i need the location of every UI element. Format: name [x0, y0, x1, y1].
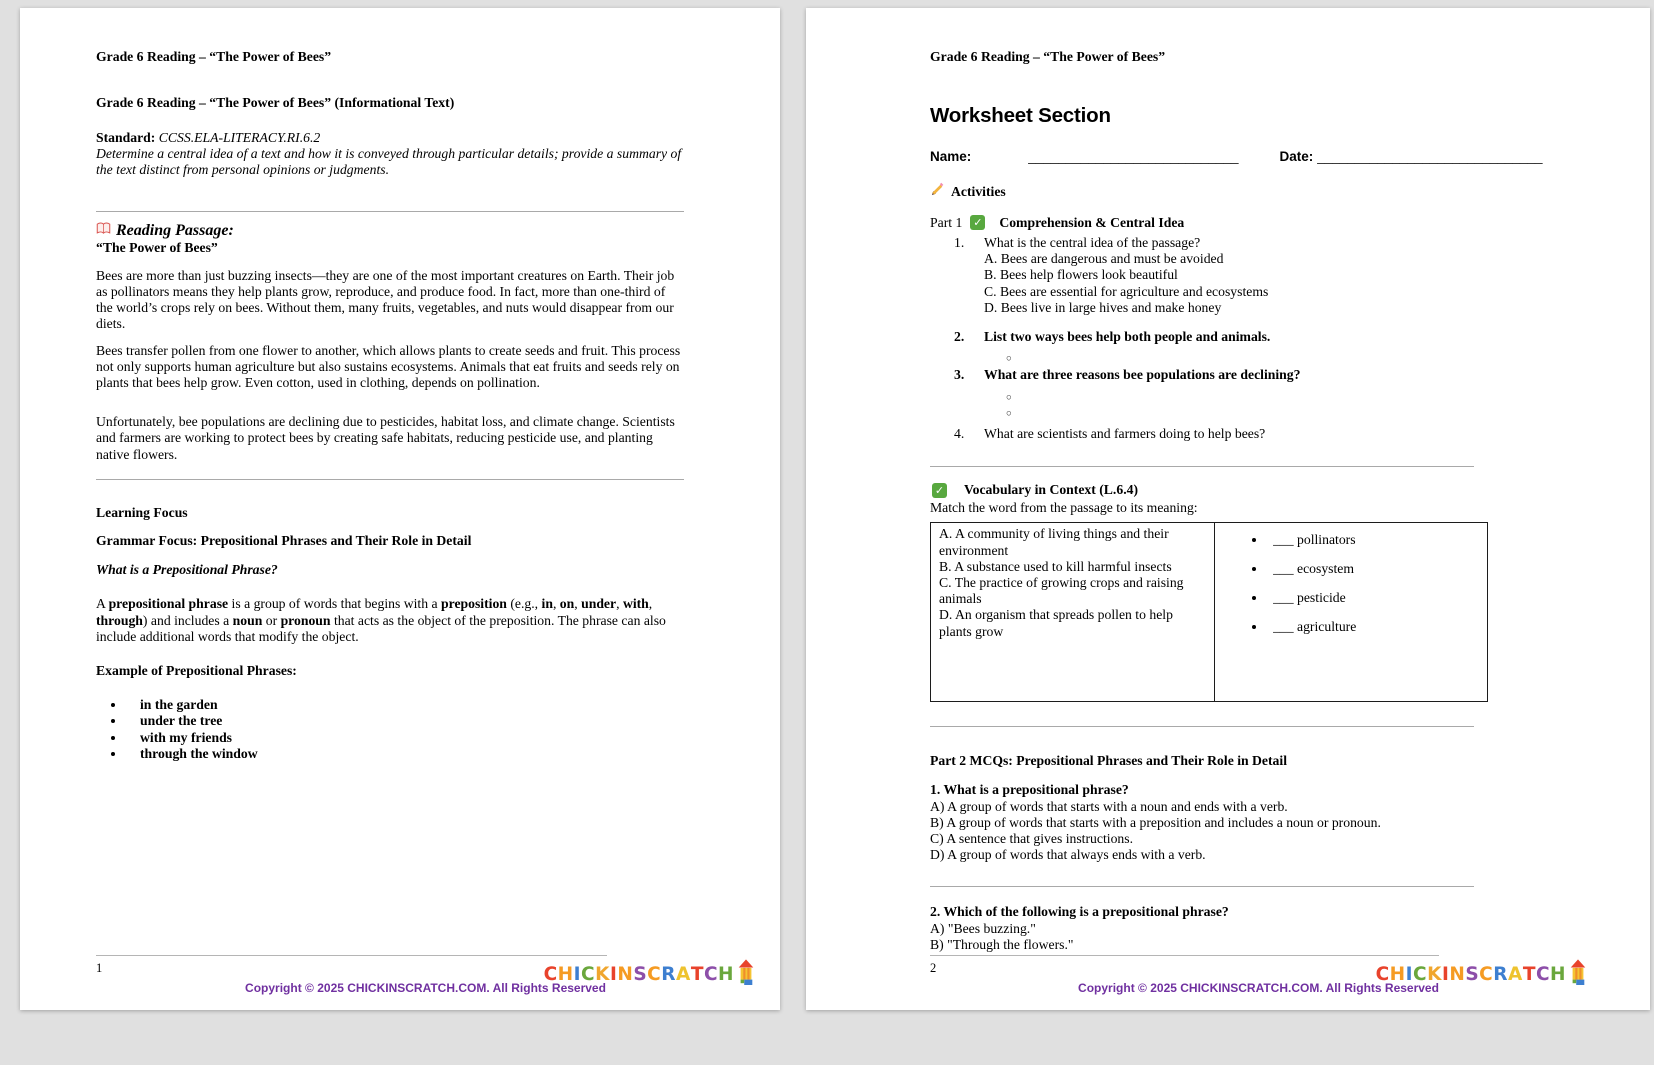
- examples-list: [126, 697, 684, 762]
- answer-blank-bullets: [984, 387, 1570, 419]
- logo-pencil-icon: [737, 958, 755, 985]
- grammar-focus-heading: Grammar Focus: Prepositional Phrases and Their Role in Detail: [96, 533, 472, 549]
- answer-blank: [1006, 387, 1570, 403]
- term-item: • ___ pollinators: [1267, 532, 1479, 548]
- chickinscratch-logo: C H I C K I N S C R A T C H: [544, 958, 755, 985]
- section-divider: [930, 466, 1474, 467]
- check-icon: [970, 215, 985, 230]
- standard-description: Determine a central idea of a text and how it is conveyed through particular details; provide a summary of the text distinct from personal opinions or judgments.: [96, 146, 682, 178]
- section-divider: [96, 211, 684, 212]
- page-1: [20, 8, 780, 1010]
- section-divider: [930, 886, 1474, 887]
- copyright-text: Copyright © 2025 CHICKINSCRATCH.COM. All Rights Reserved: [245, 981, 606, 995]
- page-title: Grade 6 Reading – “The Power of Bees”: [96, 49, 332, 64]
- page-title: Grade 6 Reading – “The Power of Bees”: [930, 49, 1166, 64]
- vocabulary-instruction: Match the word from the passage to its meaning:: [930, 500, 1198, 516]
- document-subtitle: Grade 6 Reading – “The Power of Bees” (Informational Text): [96, 95, 455, 110]
- list-item: • under the tree: [126, 713, 684, 729]
- answer-blank-bullets: [984, 348, 1570, 364]
- date-blank-line: ______________________________: [1317, 149, 1543, 164]
- list-item: • with my friends: [126, 730, 684, 746]
- name-blank-line: ____________________________: [1028, 149, 1239, 164]
- standard-line: [96, 130, 684, 146]
- answer-option: C) A sentence that gives instructions.: [930, 831, 1133, 846]
- part2-heading: Part 2 MCQs: Prepositional Phrases and Their Role in Detail: [930, 753, 1288, 769]
- term-item: • ___ agriculture: [1267, 619, 1479, 635]
- answer-option: B) "Through the flowers.": [930, 936, 1074, 952]
- reading-passage-heading: [96, 222, 684, 240]
- page-number: 1: [96, 961, 103, 975]
- question-item: 1. What is the central idea of the passage? A. Bees are dangerous and must be avoided B. Bees help flowers look beautiful C. Bees are essential for agriculture and ecosystems D. Bees live in large hives and make honey: [954, 235, 1570, 316]
- date-field-label: Date:: [1279, 149, 1314, 164]
- question-item: 4. What are scientists and farmers doing to help bees?: [954, 425, 1266, 441]
- copyright-text: Copyright © 2025 CHICKINSCRATCH.COM. All Rights Reserved: [1078, 981, 1439, 995]
- definition-paragraph: A prepositional phrase is a group of words that begins with a preposition (e.g., in, on, under, with, through) and includes a noun or pronoun that acts as the object of the preposition. The phrase can also include additional words that modify the object.: [96, 596, 666, 644]
- page-footer: [930, 955, 1587, 996]
- definition-b: B. A substance used to kill harmful insects: [939, 558, 1172, 574]
- passage-paragraph-2: Bees transfer pollen from one flower to another, which allows plants to create seeds and fruit. This process not only supports human agriculture but also sustains ecosystems. Animals that eat fruits and seeds rely on plants that bees help grow. Even cotton, used in clothing, depends on pollination.: [96, 342, 681, 391]
- name-field-label: Name:: [930, 149, 972, 164]
- definition-c: C. The practice of growing crops and raising animals: [939, 575, 1184, 607]
- section-divider: [96, 479, 684, 480]
- answer-option: C. Bees are essential for agriculture and ecosystems: [984, 283, 1269, 299]
- answer-option: A) "Bees buzzing.": [930, 920, 1036, 936]
- part1-prefix: Part 1: [930, 215, 963, 230]
- list-item: • through the window: [126, 746, 684, 762]
- terms-cell: [1215, 523, 1488, 702]
- part1-heading: Part 1 ✓ Comprehension & Central Idea: [930, 214, 1570, 231]
- chickinscratch-logo: C H I C K I N S C R A T C H: [1376, 958, 1587, 985]
- term-item: • ___ pesticide: [1267, 590, 1479, 606]
- question-item: 3. What are three reasons bee populations are declining? ○ ○: [954, 367, 1570, 422]
- worksheet-section-heading: Worksheet Section: [930, 104, 1111, 127]
- passage-paragraph-3: Unfortunately, bee populations are declining due to pesticides, habitat loss, and climate change. Scientists and farmers are working to protect bees by creating safe habitats, reducing pesticide use, and planting native flowers.: [96, 414, 675, 462]
- pencil-icon: [930, 182, 945, 201]
- mcq-question-2: 2. Which of the following is a prepositional phrase? A) "Bees buzzing." B) "Through the flowers.": [930, 904, 1570, 953]
- vocabulary-heading: ✓ Vocabulary in Context (L.6.4): [930, 481, 1570, 499]
- term-item: • ___ ecosystem: [1267, 561, 1479, 577]
- page-number: 2: [930, 961, 937, 975]
- standard-label: Standard:: [96, 130, 156, 145]
- answer-option: D. Bees live in large hives and make honey: [984, 299, 1222, 315]
- examples-heading: Example of Prepositional Phrases:: [96, 663, 297, 679]
- list-item: • in the garden: [126, 697, 684, 713]
- passage-label: Reading Passage:: [116, 221, 234, 239]
- part1-question-list: [930, 235, 1570, 442]
- learning-focus-heading: Learning Focus: [96, 504, 188, 520]
- section-divider: [930, 726, 1474, 727]
- open-book-icon: [96, 222, 111, 240]
- standard-code: CCSS.ELA-LITERACY.RI.6.2: [155, 130, 321, 145]
- page-2: [806, 8, 1650, 1010]
- definitions-cell: [931, 523, 1215, 702]
- check-icon: [932, 483, 947, 498]
- answer-blank: [1006, 348, 1570, 364]
- answer-option: D) A group of words that always ends with a verb.: [930, 847, 1206, 863]
- definition-a: A. A community of living things and their environment: [939, 526, 1169, 558]
- definition-d: D. An organism that spreads pollen to help plants grow: [939, 607, 1173, 639]
- answer-option: B. Bees help flowers look beautiful: [984, 267, 1178, 283]
- prepositional-phrase-question: What is a Prepositional Phrase?: [96, 562, 278, 578]
- vocabulary-matching-table: [930, 522, 1488, 702]
- answer-option: A) A group of words that starts with a noun and ends with a verb.: [930, 798, 1288, 814]
- passage-paragraph-1: Bees are more than just buzzing insects—they are one of the most important creatures on Earth. Their job as pollinators means they help plants grow, reproduce, and produce food. In fact, more than one-third of the world’s crops rely on bees. Without them, many fruits, vegetables, and nuts would disappear from our diets.: [96, 267, 675, 332]
- answer-option: B) A group of words that starts with a preposition and includes a noun or pronoun.: [930, 814, 1381, 830]
- name-date-row: [930, 148, 1570, 165]
- answer-option: A. Bees are dangerous and must be avoided: [984, 251, 1224, 267]
- question-item: 2. List two ways bees help both people and animals. ○: [954, 329, 1570, 367]
- passage-title: “The Power of Bees”: [96, 239, 218, 255]
- logo-pencil-icon: [1569, 958, 1587, 985]
- mcq-question-1: 1. What is a prepositional phrase? A) A group of words that starts with a noun and ends with a verb. B) A group of words that starts with a preposition and includes a noun or pronoun. C) A sentence that gives instructions. D) A group of words that always ends with a verb.: [930, 782, 1570, 863]
- activities-heading: Activities: [930, 182, 1570, 201]
- page-footer: [96, 955, 755, 996]
- answer-blank: [1006, 403, 1570, 419]
